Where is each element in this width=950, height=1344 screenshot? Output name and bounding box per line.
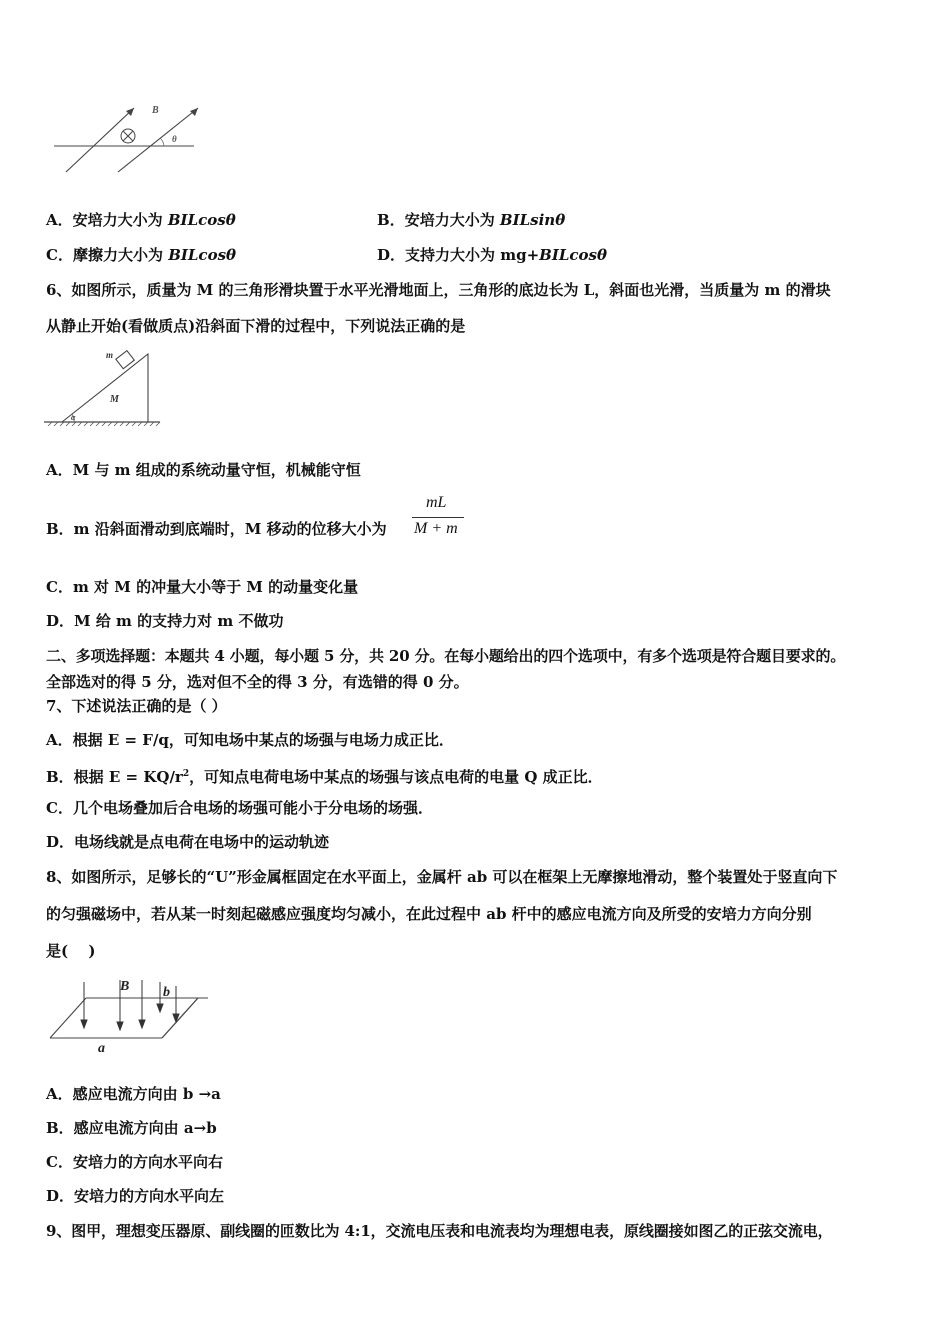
q6-option-b-fraction (412, 494, 468, 544)
q8-stem-line2: 的匀强磁场中，若从某一时刻起磁感应强度均匀减小，在此过程中 ab 杆中的感应电流方向及所受的安培力方向分别 (46, 905, 812, 923)
q6-option-c: C．m 对 M 的冲量大小等于 M 的动量变化量 (46, 578, 359, 596)
section2-heading-line2: 全部选对的得 5 分，选对但不全的得 3 分，有选错的得 0 分。 (46, 673, 469, 691)
q5-label-theta: θ (172, 134, 177, 144)
q5-option-d: D．支持力大小为 mg+BILcosθ (377, 246, 608, 264)
q9-stem-line1: 9、图甲，理想变压器原、副线圈的匝数比为 4:1，交流电压表和电流表均为理想电表，原线圈接如图乙的正弦交流电， (46, 1222, 833, 1240)
section2-heading-line1: 二、多项选择题：本题共 4 小题，每小题 5 分，共 20 分。在每小题给出的四个选项中，有多个选项是符合题目要求的。 (46, 647, 846, 665)
fraction-numerator: mL (426, 494, 447, 511)
q6-option-d: D．M 给 m 的支持力对 m 不做功 (46, 612, 284, 630)
q7-option-d: D．电场线就是点电荷在电场中的运动轨迹 (46, 833, 330, 851)
q6-label-M: M (110, 394, 119, 405)
q5-option-c: C．摩擦力大小为 BILcosθ (46, 246, 237, 264)
q8-option-b: B．感应电流方向由 a→b (46, 1119, 217, 1137)
q8-label-a: a (98, 1041, 105, 1056)
q6-option-a: A．M 与 m 组成的系统动量守恒，机械能守恒 (46, 461, 361, 479)
q8-u-frame-diagram (46, 976, 210, 1058)
q6-label-m: m (106, 350, 114, 360)
q8-option-d: D．安培力的方向水平向左 (46, 1187, 225, 1205)
q7-option-a: A．根据 E = F/q，可知电场中某点的场强与电场力成正比． (46, 731, 454, 749)
q7-option-b: B．根据 $E = KQ/r^2$，可知点电荷电场中某点的场强与该点电荷的电量 Q 成正比． (46, 768, 603, 786)
q5-option-b: B．安培力大小为 BILsinθ (377, 211, 566, 229)
q8-stem-line1: 8、如图所示，足够长的“U”形金属框固定在水平面上，金属杆 ab 可以在框架上无摩擦地滑动，整个装置处于竖直向下 (46, 868, 838, 886)
q5-option-a: A．安培力大小为 BILcosθ (46, 211, 236, 229)
q6-option-b: B．m 沿斜面滑动到底端时，M 移动的位移大小为 (46, 520, 387, 538)
q8-label-B: B (120, 979, 130, 994)
q8-label-b: b (163, 985, 170, 1000)
q8-option-c: C．安培力的方向水平向右 (46, 1153, 223, 1171)
q8-option-a: A．感应电流方向由 b →a (46, 1085, 221, 1103)
fraction-denominator: M + m (414, 520, 458, 537)
q7-stem: 7、下述说法正确的是（ ） (46, 697, 227, 715)
q7-option-c: C．几个电场叠加后合电场的场强可能小于分电场的场强． (46, 799, 433, 817)
q6-stem-line2: 从静止开始(看做质点)沿斜面下滑的过程中，下列说法正确的是 (46, 317, 466, 335)
q5-label-b: B (152, 105, 159, 116)
q6-stem-line1: 6、如图所示，质量为 M 的三角形滑块置于水平光滑地面上，三角形的底边长为 L，斜面也光滑，当质量为 m 的滑块 (46, 281, 831, 299)
q5-rails-diagram (46, 98, 206, 180)
q8-stem-line3: 是( ) (46, 942, 96, 960)
q6-wedge-diagram (44, 346, 164, 430)
q6-label-alpha: α (71, 413, 76, 422)
